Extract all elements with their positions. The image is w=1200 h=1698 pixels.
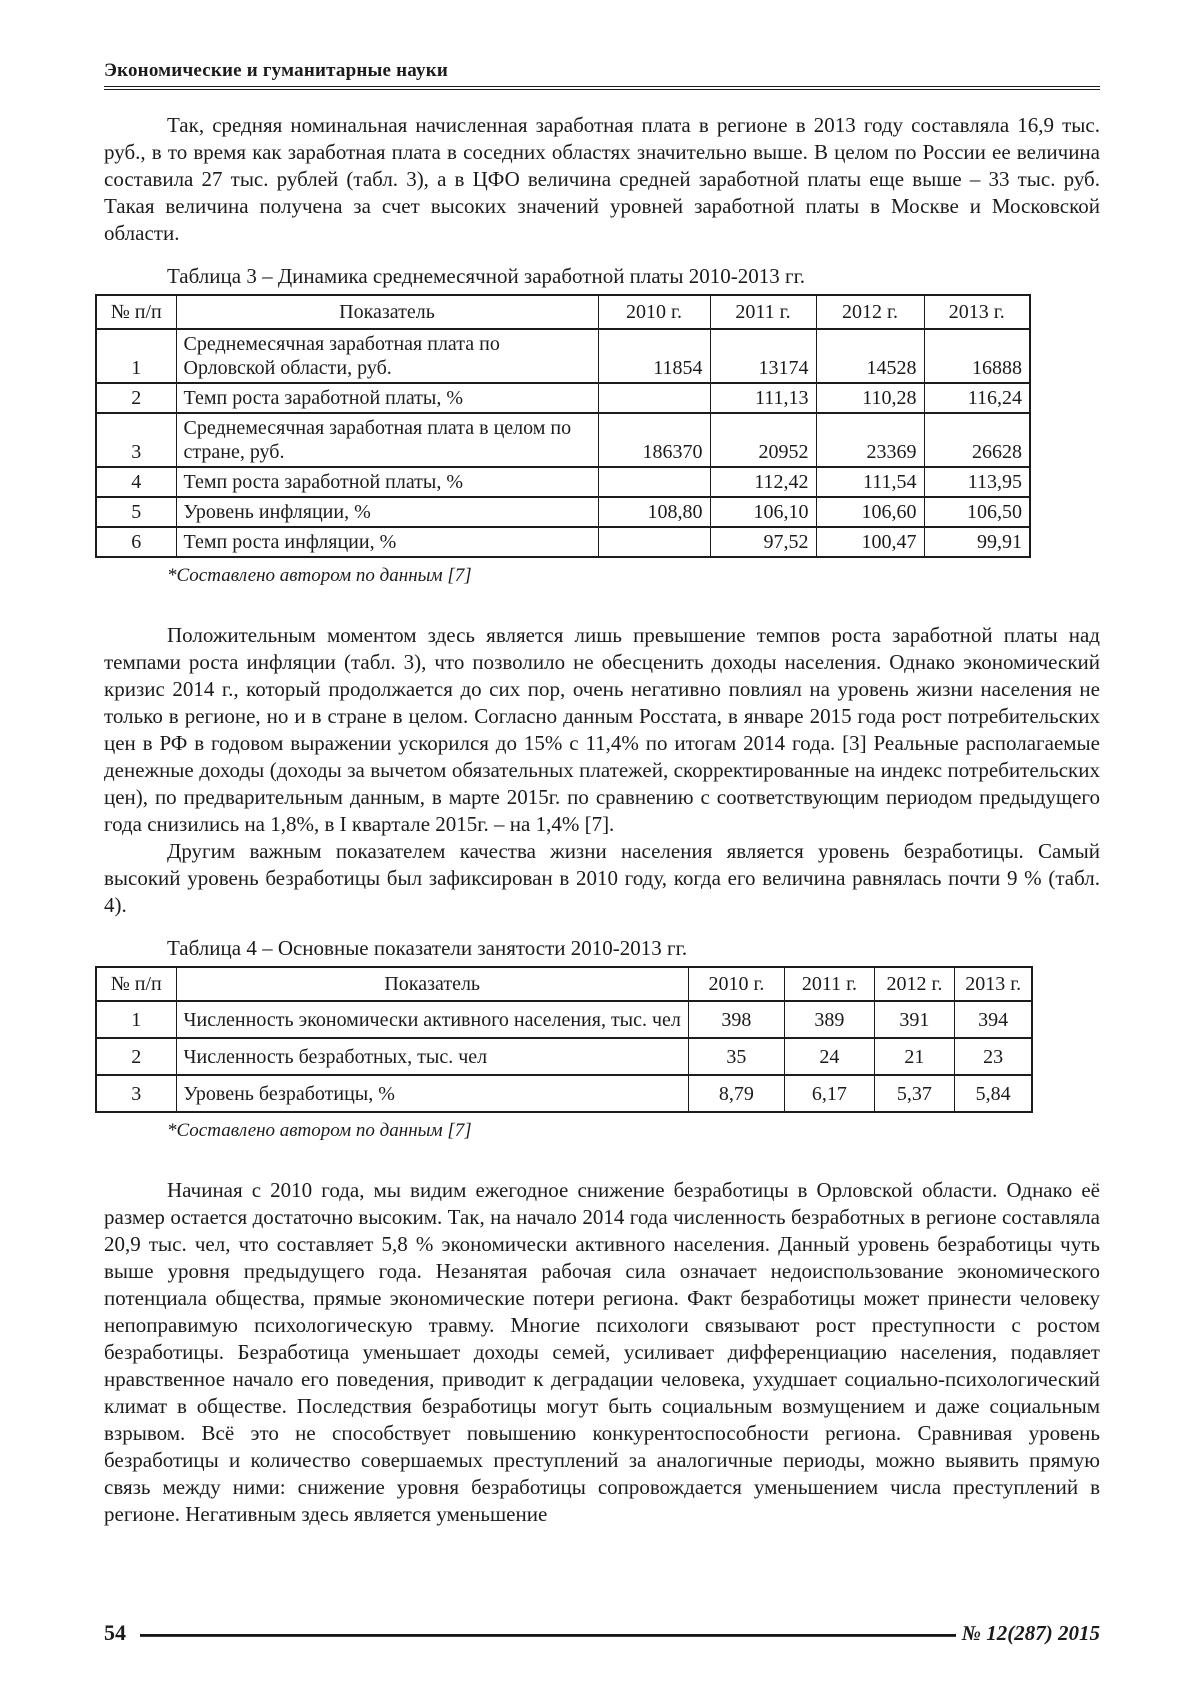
value-2013: 26628 [924,413,1030,467]
value-2010: 11854 [598,329,710,383]
value-2013: 23 [954,1038,1032,1075]
table4-header-row [96,967,1032,1001]
table3-caption: Таблица 3 – Динамика среднемесячной заработной платы 2010-2013 гг. [167,264,806,288]
value-2012: 14528 [816,329,924,383]
page-footer [104,1620,1100,1646]
value-2010: 108,80 [598,497,710,527]
table4-caption: Таблица 4 – Основные показатели занятости 2010-2013 гг. [167,936,688,960]
value-2013: 16888 [924,329,1030,383]
page-number: 54 [104,1620,126,1645]
value-2012: 111,54 [816,467,924,497]
value-2011: 24 [784,1038,874,1075]
indicator-name: Среднемесячная заработная плата в целом по стране, руб. [176,413,598,467]
table-row [96,1038,1032,1075]
value-2010: 35 [688,1038,784,1075]
value-2011: 97,52 [710,527,816,557]
value-2011: 111,13 [710,383,816,413]
table3-header-row [96,295,1030,329]
running-header [104,60,1100,90]
indicator-name: Темп роста заработной платы, % [176,467,598,497]
issue-label: № 12(287) 2015 [961,1620,1100,1645]
row-number: 1 [96,329,176,383]
value-2012: 23369 [816,413,924,467]
value-2012: 106,60 [816,497,924,527]
paragraph-unemployment-analysis: Начиная с 2010 года, мы видим ежегодное снижение безработицы в Орловской области. Однако её размер остается достаточно высоким. Так, на начало 2014 года численность безработных в регионе составляла 20,9 тыс. чел, что составляет 5,8 % экономически активного населения. Данный уровень безработицы чуть выше уровня предыдущего года. Незанятая рабочая сила означает недоиспользование экономического потенциала общества, прямые экономические потери региона. Факт безработицы может принести человеку непоправимую психологическую травму. Многие психологи связывают рост преступности с ростом безработицы. Безработица уменьшает доходы семей, усиливает дифференциацию населения, подавляет нравственное начало его поведения, приводит к деградации человека, ухудшает социально-психологический климат в обществе. Последствия безработицы могут быть социальным возмущением и даже социальным взрывом. Всё это не способствует повышению конкурентоспособности региона. Сравнивая уровень безработицы и количество совершаемых преступлений за аналогичные периоды, можно выявить прямую связь между ними: снижение уровня безработицы сопровождается уменьшением числа преступлений в регионе. Негативным здесь является уменьшение [104,1178,1100,1526]
value-2011: 20952 [710,413,816,467]
table-row [96,527,1030,557]
table-row [96,1001,1032,1038]
row-number: 5 [96,497,176,527]
table-row [96,383,1030,413]
table3-col-header: Показатель [176,295,598,329]
indicator-name: Среднемесячная заработная плата по Орловской области, руб. [176,329,598,383]
indicator-name: Темп роста заработной платы, % [176,383,598,413]
paragraph-inflation: Положительным моментом здесь является лишь превышение темпов роста заработной платы над темпами роста инфляции (табл. 3), что позволило не обесценить доходы населения. Однако экономический кризис 2014 г., который продолжается до сих пор, очень негативно повлиял на уровень жизни населения не только в регионе, но и в стране в целом. Согласно данным Росстата, в январе 2015 года рост потребительских цен в РФ в годовом выражении ускорился до 15% с 11,4% по итогам 2014 года. [3] Реальные располагаемые денежные доходы (доходы за вычетом обязательных платежей, скорректированные на индекс потребительских цен), по предварительным данным, в марте 2015г. по сравнению с соответствующим периодом предыдущего года снизились на 1,8%, в I квартале 2015г. – на 1,4% [7]. [104,623,1100,836]
value-2013: 106,50 [924,497,1030,527]
table4-col-header: № п/п [96,967,176,1001]
indicator-name: Численность экономически активного населения, тыс. чел [176,1001,688,1038]
value-2011: 13174 [710,329,816,383]
table3-col-header: 2010 г. [598,295,710,329]
table-row [96,467,1030,497]
value-2011: 389 [784,1001,874,1038]
table3-col-header: 2012 г. [816,295,924,329]
value-2011: 112,42 [710,467,816,497]
value-2010: 8,79 [688,1075,784,1112]
table3-col-header: № п/п [96,295,176,329]
value-2012: 391 [874,1001,954,1038]
table4-footnote: *Составлено автором по данным [7] [167,1120,472,1141]
row-number: 6 [96,527,176,557]
row-number: 3 [96,1075,176,1112]
indicator-name: Численность безработных, тыс. чел [176,1038,688,1075]
value-2012: 21 [874,1038,954,1075]
table-row [96,329,1030,383]
table-row [96,413,1030,467]
value-2012: 100,47 [816,527,924,557]
footer-rule [140,1634,956,1637]
table4-employment-indicators [95,966,1033,1113]
indicator-name: Уровень безработицы, % [176,1075,688,1112]
value-2013: 113,95 [924,467,1030,497]
table-row [96,1075,1032,1112]
table4-col-header: 2011 г. [784,967,874,1001]
value-2010 [598,467,710,497]
value-2012: 5,37 [874,1075,954,1112]
value-2013: 394 [954,1001,1032,1038]
row-number: 3 [96,413,176,467]
value-2010 [598,527,710,557]
indicator-name: Уровень инфляции, % [176,497,598,527]
value-2010: 398 [688,1001,784,1038]
row-number: 1 [96,1001,176,1038]
indicator-name: Темп роста инфляции, % [176,527,598,557]
value-2010: 186370 [598,413,710,467]
table3-col-header: 2013 г. [924,295,1030,329]
value-2013: 5,84 [954,1075,1032,1112]
value-2010 [598,383,710,413]
table4-col-header: 2012 г. [874,967,954,1001]
row-number: 2 [96,1038,176,1075]
paragraph-salary-overview: Так, средняя номинальная начисленная заработная плата в регионе в 2013 году составляла 16,9 тыс. руб., в то время как заработная плата в соседних областях значительно выше. В целом по России ее величина составила 27 тыс. рублей (табл. 3), а в ЦФО величина средней заработной платы еще выше – 33 тыс. руб. Такая величина получена за счет высоких значений уровней заработной платы в Москве и Московской области. [104,113,1100,245]
row-number: 2 [96,383,176,413]
table-row [96,497,1030,527]
value-2013: 99,91 [924,527,1030,557]
row-number: 4 [96,467,176,497]
running-header-title: Экономические и гуманитарные науки [104,60,449,81]
table4-col-header: 2010 г. [688,967,784,1001]
value-2012: 110,28 [816,383,924,413]
table4-col-header: Показатель [176,967,688,1001]
table3-footnote: *Составлено автором по данным [7] [167,565,472,586]
table3-col-header: 2011 г. [710,295,816,329]
value-2011: 6,17 [784,1075,874,1112]
table4-col-header: 2013 г. [954,967,1032,1001]
table3-salary-dynamics [95,294,1031,558]
paragraph-unemployment-intro: Другим важным показателем качества жизни населения является уровень безработицы. Самый высокий уровень безработицы был зафиксирован в 2010 году, когда его величина равнялась почти 9 % (табл. 4). [104,839,1100,917]
value-2013: 116,24 [924,383,1030,413]
value-2011: 106,10 [710,497,816,527]
